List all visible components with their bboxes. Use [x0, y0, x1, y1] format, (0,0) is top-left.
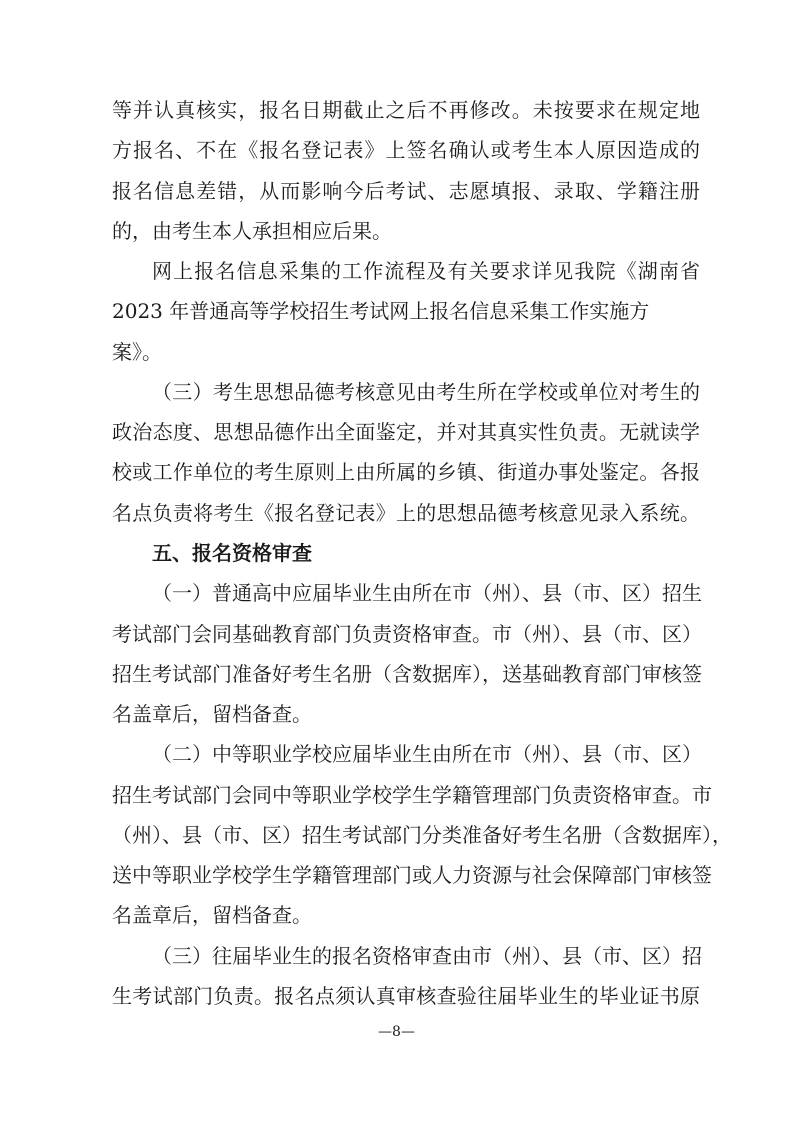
text-line: 校或工作单位的考生原则上由所属的乡镇、街道办事处鉴定。各报	[112, 460, 700, 485]
text-line: （三）往届毕业生的报名资格审查由市（州）、县（市、区）招	[152, 943, 702, 968]
text-line: 名盖章后，留档备查。	[112, 702, 312, 727]
text-line: （二）中等职业学校应届毕业生由所在市（州）、县（市、区）	[152, 742, 702, 767]
text-line: 报名信息差错，从而影响今后考试、志愿填报、录取、学籍注册	[112, 178, 700, 203]
text-line: （三）考生思想品德考核意见由考生所在学校或单位对考生的	[152, 379, 700, 404]
text-line: 等并认真核实，报名日期截止之后不再修改。未按要求在规定地	[112, 98, 700, 122]
text-line: 名盖章后，留档备查。	[112, 903, 312, 928]
text-line: 考试部门会同基础教育部门负责资格审查。市（州）、县（市、区）	[112, 621, 702, 646]
text-line: 的，由考生本人承担相应后果。	[112, 218, 392, 243]
section-heading: 五、报名资格审查	[152, 541, 312, 565]
text-line: 招生考试部门会同中等职业学校学生学籍管理部门负责资格审查。市	[112, 782, 712, 807]
text-line: 送中等职业学校学生学籍管理部门或人力资源与社会保障部门审核签	[112, 863, 712, 888]
text-line: （一）普通高中应届毕业生由所在市（州）、县（市、区）招生	[152, 581, 702, 606]
page-number: —8—	[378, 1024, 415, 1040]
text-line: 生考试部门负责。报名点须认真审核查验往届毕业生的毕业证书原	[112, 984, 700, 1008]
text-line: 网上报名信息采集的工作流程及有关要求详见我院《湖南省	[152, 259, 700, 284]
text-line: 政治态度、思想品德作出全面鉴定，并对其真实性负责。无就读学	[112, 420, 700, 445]
text-line: 招生考试部门准备好考生名册（含数据库），送基础教育部门审核签	[112, 661, 702, 686]
text-line: 案》。	[112, 339, 162, 364]
text-line: 方报名、不在《报名登记表》上签名确认或考生本人原因造成的	[112, 138, 700, 163]
text-line: （州）、县（市、区）招生考试部门分类准备好考生名册（含数据库），	[112, 822, 732, 847]
text-line: 名点负责将考生《报名登记表》上的思想品德考核意见录入系统。	[112, 500, 700, 525]
text-line: 2023 年普通高等学校招生考试网上报名信息采集工作实施方	[112, 299, 650, 324]
